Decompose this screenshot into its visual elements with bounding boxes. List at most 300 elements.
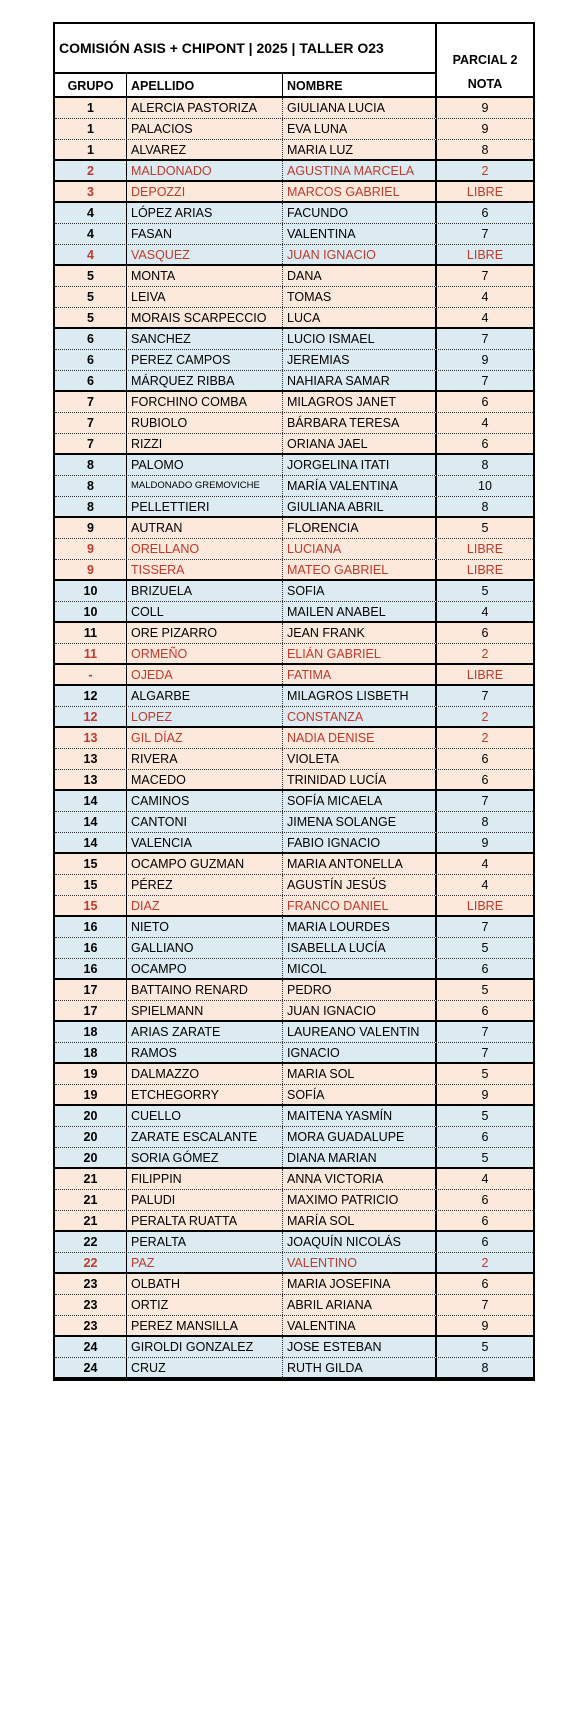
- table-row: [55, 413, 533, 434]
- nombre-cell: MARIA LOURDES: [283, 917, 437, 937]
- nombre-cell: IGNACIO: [283, 1043, 437, 1062]
- sheet-title: COMISIÓN ASIS + CHIPONT | 2025 | TALLER O23: [55, 24, 437, 72]
- nota-cell: LIBRE: [466, 667, 504, 682]
- grupo-cell: 4: [55, 203, 127, 223]
- nombre-cell: JOSE ESTEBAN: [283, 1337, 437, 1357]
- nota-cell: 4: [481, 878, 489, 892]
- grupo-cell: 13: [55, 728, 127, 748]
- nota-cell: 9: [481, 1318, 489, 1333]
- nota-cell: 5: [481, 983, 489, 997]
- grupo-cell: 8: [55, 476, 127, 496]
- table-row: [55, 644, 533, 665]
- nombre-cell: MAXIMO PATRICIO: [283, 1190, 437, 1210]
- grupo-cell: 1: [55, 119, 127, 139]
- nombre-cell: FABIO IGNACIO: [283, 833, 437, 852]
- apellido-cell: ETCHEGORRY: [127, 1085, 283, 1104]
- grupo-cell: 21: [55, 1190, 127, 1210]
- nota-cell: 9: [481, 353, 489, 367]
- nombre-cell: LAUREANO VALENTIN: [283, 1022, 437, 1042]
- nombre-cell: MARIA JOSEFINA: [283, 1274, 437, 1294]
- apellido-cell: ARIAS ZARATE: [127, 1022, 283, 1042]
- grupo-cell: 21: [55, 1211, 127, 1230]
- table-row: [55, 875, 533, 896]
- apellido-cell: VASQUEZ: [127, 245, 283, 264]
- grupo-cell: 20: [55, 1127, 127, 1147]
- grupo-cell: 16: [55, 917, 127, 937]
- grupo-cell: 23: [55, 1295, 127, 1315]
- table-row: [55, 623, 533, 644]
- grupo-cell: 8: [55, 497, 127, 516]
- column-header-nombre: NOMBRE: [283, 72, 437, 96]
- table-row: [55, 1022, 533, 1043]
- table-row: [55, 917, 533, 938]
- table-row: [55, 686, 533, 707]
- apellido-cell: CAMINOS: [127, 791, 283, 811]
- nombre-cell: MILAGROS LISBETH: [283, 686, 437, 706]
- nombre-cell: GIULIANA ABRIL: [283, 497, 437, 516]
- table-body: [55, 98, 533, 1379]
- nota-cell: 2: [481, 163, 489, 178]
- grupo-cell: 7: [55, 434, 127, 453]
- table-row: [55, 266, 533, 287]
- table-row: [55, 161, 533, 182]
- nombre-cell: JEREMIAS: [283, 350, 437, 370]
- nombre-cell: VALENTINO: [283, 1253, 437, 1272]
- grupo-cell: 20: [55, 1106, 127, 1126]
- table-row: [55, 980, 533, 1001]
- apellido-cell: RIVERA: [127, 749, 283, 769]
- table-row: [55, 1190, 533, 1211]
- apellido-cell: ORELLANO: [127, 539, 283, 559]
- nombre-cell: LUCIANA: [283, 539, 437, 559]
- grupo-cell: 3: [55, 182, 127, 201]
- table-row: [55, 770, 533, 791]
- grupo-cell: 9: [55, 560, 127, 579]
- nota-cell: 9: [481, 835, 489, 850]
- nombre-cell: MICOL: [283, 959, 437, 978]
- nota-cell: 7: [481, 332, 489, 346]
- table-row: [55, 1316, 533, 1337]
- nombre-cell: JUAN IGNACIO: [283, 245, 437, 264]
- grupo-cell: 13: [55, 770, 127, 789]
- table-row: [55, 1295, 533, 1316]
- nota-cell: 9: [481, 101, 489, 115]
- apellido-cell: FASAN: [127, 224, 283, 244]
- table-row: [55, 1064, 533, 1085]
- apellido-cell: OCAMPO GUZMAN: [127, 854, 283, 874]
- apellido-cell: OJEDA: [127, 665, 283, 684]
- nota-cell: 6: [481, 1277, 489, 1291]
- apellido-cell: PERALTA RUATTA: [127, 1211, 283, 1230]
- nota-cell: 6: [481, 626, 489, 640]
- nota-cell: LIBRE: [466, 247, 504, 262]
- table-row: [55, 224, 533, 245]
- apellido-cell: AUTRAN: [127, 518, 283, 538]
- nota-cell: 5: [481, 1067, 489, 1081]
- apellido-cell: RIZZI: [127, 434, 283, 453]
- table-row: [55, 329, 533, 350]
- grupo-cell: 14: [55, 833, 127, 852]
- nombre-cell: FRANCO DANIEL: [283, 896, 437, 915]
- nota-cell: 4: [481, 604, 489, 619]
- nota-cell: 6: [481, 1235, 489, 1249]
- table-row: [55, 1337, 533, 1358]
- apellido-cell: ALVAREZ: [127, 140, 283, 159]
- nombre-cell: TOMAS: [283, 287, 437, 307]
- nombre-cell: JIMENA SOLANGE: [283, 812, 437, 832]
- nota-cell: 7: [481, 794, 489, 808]
- apellido-cell: FILIPPIN: [127, 1169, 283, 1189]
- nombre-cell: MARIA ANTONELLA: [283, 854, 437, 874]
- nota-cell: LIBRE: [466, 562, 504, 577]
- table-row: [55, 1001, 533, 1022]
- apellido-cell: DALMAZZO: [127, 1064, 283, 1084]
- apellido-cell: BATTAINO RENARD: [127, 980, 283, 1000]
- nota-cell: 4: [481, 310, 489, 325]
- apellido-cell: GALLIANO: [127, 938, 283, 958]
- apellido-cell: CUELLO: [127, 1106, 283, 1126]
- grupo-cell: 13: [55, 749, 127, 769]
- nota-cell: 6: [481, 1130, 489, 1144]
- table-row: [55, 1358, 533, 1379]
- table-row: [55, 518, 533, 539]
- grupo-cell: 15: [55, 854, 127, 874]
- apellido-cell: PALACIOS: [127, 119, 283, 139]
- column-header-parcial: [437, 24, 533, 96]
- nota-cell: 4: [481, 290, 489, 304]
- apellido-cell: RUBIOLO: [127, 413, 283, 433]
- grupo-cell: 19: [55, 1064, 127, 1084]
- apellido-cell: OCAMPO: [127, 959, 283, 978]
- nombre-cell: AGUSTINA MARCELA: [283, 161, 437, 180]
- nombre-cell: SOFÍA: [283, 1085, 437, 1104]
- nota-cell: 7: [481, 1298, 489, 1312]
- nombre-cell: EVA LUNA: [283, 119, 437, 139]
- table-row: [55, 119, 533, 140]
- nota-cell: 6: [481, 395, 489, 409]
- table-row: [55, 812, 533, 833]
- apellido-cell: LEIVA: [127, 287, 283, 307]
- apellido-cell: PEREZ CAMPOS: [127, 350, 283, 370]
- nota-cell: 8: [481, 142, 489, 157]
- apellido-cell: OLBATH: [127, 1274, 283, 1294]
- nombre-cell: BÁRBARA TERESA: [283, 413, 437, 433]
- grupo-cell: 15: [55, 896, 127, 915]
- nota-cell: 4: [481, 1172, 489, 1186]
- nota-cell: 8: [481, 499, 489, 514]
- nombre-cell: MARCOS GABRIEL: [283, 182, 437, 201]
- nombre-cell: DIANA MARIAN: [283, 1148, 437, 1167]
- nombre-cell: MARÍA VALENTINA: [283, 476, 437, 496]
- nota-cell: 6: [481, 1003, 489, 1018]
- nombre-cell: VIOLETA: [283, 749, 437, 769]
- table-row: [55, 392, 533, 413]
- table-row: [55, 434, 533, 455]
- table-row: [55, 308, 533, 329]
- nombre-cell: GIULIANA LUCIA: [283, 98, 437, 118]
- nota-cell: 5: [481, 521, 489, 535]
- grupo-cell: 10: [55, 581, 127, 601]
- grupo-cell: 15: [55, 875, 127, 895]
- grupo-cell: 10: [55, 602, 127, 621]
- apellido-cell: PERALTA: [127, 1232, 283, 1252]
- nombre-cell: VALENTINA: [283, 224, 437, 244]
- grupo-cell: 20: [55, 1148, 127, 1167]
- apellido-cell: PEREZ MANSILLA: [127, 1316, 283, 1335]
- table-row: [55, 959, 533, 980]
- nota-cell: 9: [481, 1087, 489, 1102]
- nombre-cell: AGUSTÍN JESÚS: [283, 875, 437, 895]
- apellido-cell: TISSERA: [127, 560, 283, 579]
- nota-cell: 10: [478, 479, 492, 493]
- apellido-cell: RAMOS: [127, 1043, 283, 1062]
- nota-cell: 2: [481, 646, 489, 661]
- apellido-cell: SORIA GÓMEZ: [127, 1148, 283, 1167]
- grupo-cell: 16: [55, 959, 127, 978]
- nombre-cell: CONSTANZA: [283, 707, 437, 726]
- nota-cell: 6: [481, 772, 489, 787]
- grupo-cell: 18: [55, 1043, 127, 1062]
- apellido-cell: DEPOZZI: [127, 182, 283, 201]
- nota-cell: 8: [481, 458, 489, 472]
- grupo-cell: 1: [55, 140, 127, 159]
- apellido-cell: PALOMO: [127, 455, 283, 475]
- grupo-cell: 14: [55, 812, 127, 832]
- table-row: [55, 896, 533, 917]
- grupo-cell: 12: [55, 707, 127, 726]
- grupo-cell: 19: [55, 1085, 127, 1104]
- apellido-cell: SANCHEZ: [127, 329, 283, 349]
- table-row: [55, 1127, 533, 1148]
- apellido-cell: PÉREZ: [127, 875, 283, 895]
- nombre-cell: MAITENA YASMÍN: [283, 1106, 437, 1126]
- table-row: [55, 833, 533, 854]
- table-row: [55, 1043, 533, 1064]
- nombre-cell: ELIÁN GABRIEL: [283, 644, 437, 663]
- table-row: [55, 497, 533, 518]
- table-row: [55, 1085, 533, 1106]
- nota-cell: LIBRE: [466, 898, 504, 913]
- apellido-cell: LÓPEZ ARIAS: [127, 203, 283, 223]
- table-row: [55, 140, 533, 161]
- apellido-cell: ZARATE ESCALANTE: [127, 1127, 283, 1147]
- apellido-cell: DIAZ: [127, 896, 283, 915]
- apellido-cell: PALUDI: [127, 1190, 283, 1210]
- grupo-cell: 11: [55, 644, 127, 663]
- nota-cell: 9: [481, 122, 489, 136]
- apellido-cell: NIETO: [127, 917, 283, 937]
- nombre-cell: RUTH GILDA: [283, 1358, 437, 1377]
- table-row: [55, 539, 533, 560]
- table-row: [55, 602, 533, 623]
- nombre-cell: PEDRO: [283, 980, 437, 1000]
- nombre-cell: MARIA SOL: [283, 1064, 437, 1084]
- grupo-cell: -: [55, 665, 127, 684]
- grupo-cell: 16: [55, 938, 127, 958]
- nombre-cell: MATEO GABRIEL: [283, 560, 437, 579]
- grupo-cell: 18: [55, 1022, 127, 1042]
- nota-cell: 6: [481, 1193, 489, 1207]
- table-row: [55, 1148, 533, 1169]
- apellido-cell: ORE PIZARRO: [127, 623, 283, 643]
- nota-cell: 6: [481, 436, 489, 451]
- table-row: [55, 1253, 533, 1274]
- table-row: [55, 1274, 533, 1295]
- nota-cell: 5: [481, 1340, 489, 1354]
- apellido-cell: MACEDO: [127, 770, 283, 789]
- nota-cell: 6: [481, 752, 489, 766]
- nota-cell: 7: [481, 269, 489, 283]
- nombre-cell: TRINIDAD LUCÍA: [283, 770, 437, 789]
- grupo-cell: 11: [55, 623, 127, 643]
- nota-cell: 5: [481, 1109, 489, 1123]
- nombre-cell: MARÍA SOL: [283, 1211, 437, 1230]
- apellido-cell: LOPEZ: [127, 707, 283, 726]
- grupo-cell: 1: [55, 98, 127, 118]
- nota-cell: 4: [481, 416, 489, 430]
- apellido-cell: ORTIZ: [127, 1295, 283, 1315]
- nota-cell: 2: [481, 731, 489, 745]
- nombre-cell: FATIMA: [283, 665, 437, 684]
- apellido-cell: GIL DÍAZ: [127, 728, 283, 748]
- nota-cell: 7: [481, 920, 489, 934]
- grupo-cell: 7: [55, 392, 127, 412]
- nombre-cell: JORGELINA ITATI: [283, 455, 437, 475]
- nombre-cell: MILAGROS JANET: [283, 392, 437, 412]
- table-row: [55, 791, 533, 812]
- nota-cell: 2: [481, 1255, 489, 1270]
- apellido-cell: ORMEÑO: [127, 644, 283, 663]
- table-row: [55, 98, 533, 119]
- nota-cell: 5: [481, 584, 489, 598]
- apellido-cell: VALENCIA: [127, 833, 283, 852]
- grades-sheet: [53, 22, 535, 1381]
- grupo-cell: 8: [55, 455, 127, 475]
- grupo-cell: 5: [55, 266, 127, 286]
- nombre-cell: FLORENCIA: [283, 518, 437, 538]
- table-row: [55, 1169, 533, 1190]
- table-row: [55, 560, 533, 581]
- nota-cell: 7: [481, 689, 489, 703]
- apellido-cell: MALDONADO GREMOVICHE: [127, 476, 283, 496]
- grupo-cell: 14: [55, 791, 127, 811]
- nota-cell: 5: [481, 941, 489, 955]
- table-row: [55, 938, 533, 959]
- grupo-cell: 6: [55, 329, 127, 349]
- nota-cell: 4: [481, 857, 489, 871]
- nombre-cell: MAILEN ANABEL: [283, 602, 437, 621]
- nota-cell: LIBRE: [466, 184, 504, 199]
- grupo-cell: 4: [55, 245, 127, 264]
- grupo-cell: 17: [55, 1001, 127, 1020]
- apellido-cell: SPIELMANN: [127, 1001, 283, 1020]
- grupo-cell: 17: [55, 980, 127, 1000]
- table-row: [55, 287, 533, 308]
- apellido-cell: COLL: [127, 602, 283, 621]
- grupo-cell: 22: [55, 1253, 127, 1272]
- grupo-cell: 24: [55, 1358, 127, 1377]
- nombre-cell: NADIA DENISE: [283, 728, 437, 748]
- nombre-cell: MORA GUADALUPE: [283, 1127, 437, 1147]
- nombre-cell: VALENTINA: [283, 1316, 437, 1335]
- grupo-cell: 21: [55, 1169, 127, 1189]
- nombre-cell: ISABELLA LUCÍA: [283, 938, 437, 958]
- grupo-cell: 9: [55, 518, 127, 538]
- nota-label: NOTA: [467, 77, 503, 91]
- grupo-cell: 5: [55, 308, 127, 327]
- nombre-cell: MARIA LUZ: [283, 140, 437, 159]
- apellido-cell: ALERCIA PASTORIZA: [127, 98, 283, 118]
- table-row: [55, 203, 533, 224]
- nombre-cell: ABRIL ARIANA: [283, 1295, 437, 1315]
- apellido-cell: MONTA: [127, 266, 283, 286]
- table-row: [55, 581, 533, 602]
- nombre-cell: JEAN FRANK: [283, 623, 437, 643]
- nota-cell: LIBRE: [466, 542, 504, 556]
- column-header-apellido: APELLIDO: [127, 72, 283, 96]
- grupo-cell: 4: [55, 224, 127, 244]
- table-row: [55, 707, 533, 728]
- nombre-cell: ORIANA JAEL: [283, 434, 437, 453]
- grupo-cell: 6: [55, 371, 127, 390]
- nota-cell: 7: [481, 227, 489, 241]
- apellido-cell: GIROLDI GONZALEZ: [127, 1337, 283, 1357]
- parcial-label: PARCIAL 2: [452, 53, 518, 67]
- table-row: [55, 476, 533, 497]
- table-row: [55, 749, 533, 770]
- table-row: [55, 665, 533, 686]
- apellido-cell: MALDONADO: [127, 161, 283, 180]
- nombre-cell: JUAN IGNACIO: [283, 1001, 437, 1020]
- apellido-cell: FORCHINO COMBA: [127, 392, 283, 412]
- apellido-cell: PAZ: [127, 1253, 283, 1272]
- nota-cell: 6: [481, 206, 489, 220]
- grupo-cell: 22: [55, 1232, 127, 1252]
- nombre-cell: LUCIO ISMAEL: [283, 329, 437, 349]
- table-row: [55, 182, 533, 203]
- grupo-cell: 23: [55, 1316, 127, 1335]
- nota-cell: 7: [481, 1025, 489, 1039]
- nota-cell: 8: [481, 1360, 489, 1375]
- grupo-cell: 12: [55, 686, 127, 706]
- table-row: [55, 350, 533, 371]
- nota-cell: 5: [481, 1150, 489, 1165]
- nota-cell: 7: [481, 373, 489, 388]
- grupo-cell: 24: [55, 1337, 127, 1357]
- grupo-cell: 2: [55, 161, 127, 180]
- nombre-cell: LUCA: [283, 308, 437, 327]
- table-row: [55, 455, 533, 476]
- nombre-cell: DANA: [283, 266, 437, 286]
- nombre-cell: SOFIA: [283, 581, 437, 601]
- apellido-cell: MORAIS SCARPECCIO: [127, 308, 283, 327]
- column-header-grupo: GRUPO: [55, 72, 127, 96]
- grupo-cell: 5: [55, 287, 127, 307]
- grupo-cell: 6: [55, 350, 127, 370]
- table-row: [55, 1232, 533, 1253]
- grupo-cell: 7: [55, 413, 127, 433]
- table-row: [55, 371, 533, 392]
- table-row: [55, 1106, 533, 1127]
- nombre-cell: ANNA VICTORIA: [283, 1169, 437, 1189]
- table-row: [55, 728, 533, 749]
- nota-cell: 2: [481, 709, 489, 724]
- apellido-cell: CRUZ: [127, 1358, 283, 1377]
- nota-cell: 8: [481, 815, 489, 829]
- apellido-cell: MÁRQUEZ RIBBA: [127, 371, 283, 390]
- nota-cell: 7: [481, 1045, 489, 1060]
- grupo-cell: 9: [55, 539, 127, 559]
